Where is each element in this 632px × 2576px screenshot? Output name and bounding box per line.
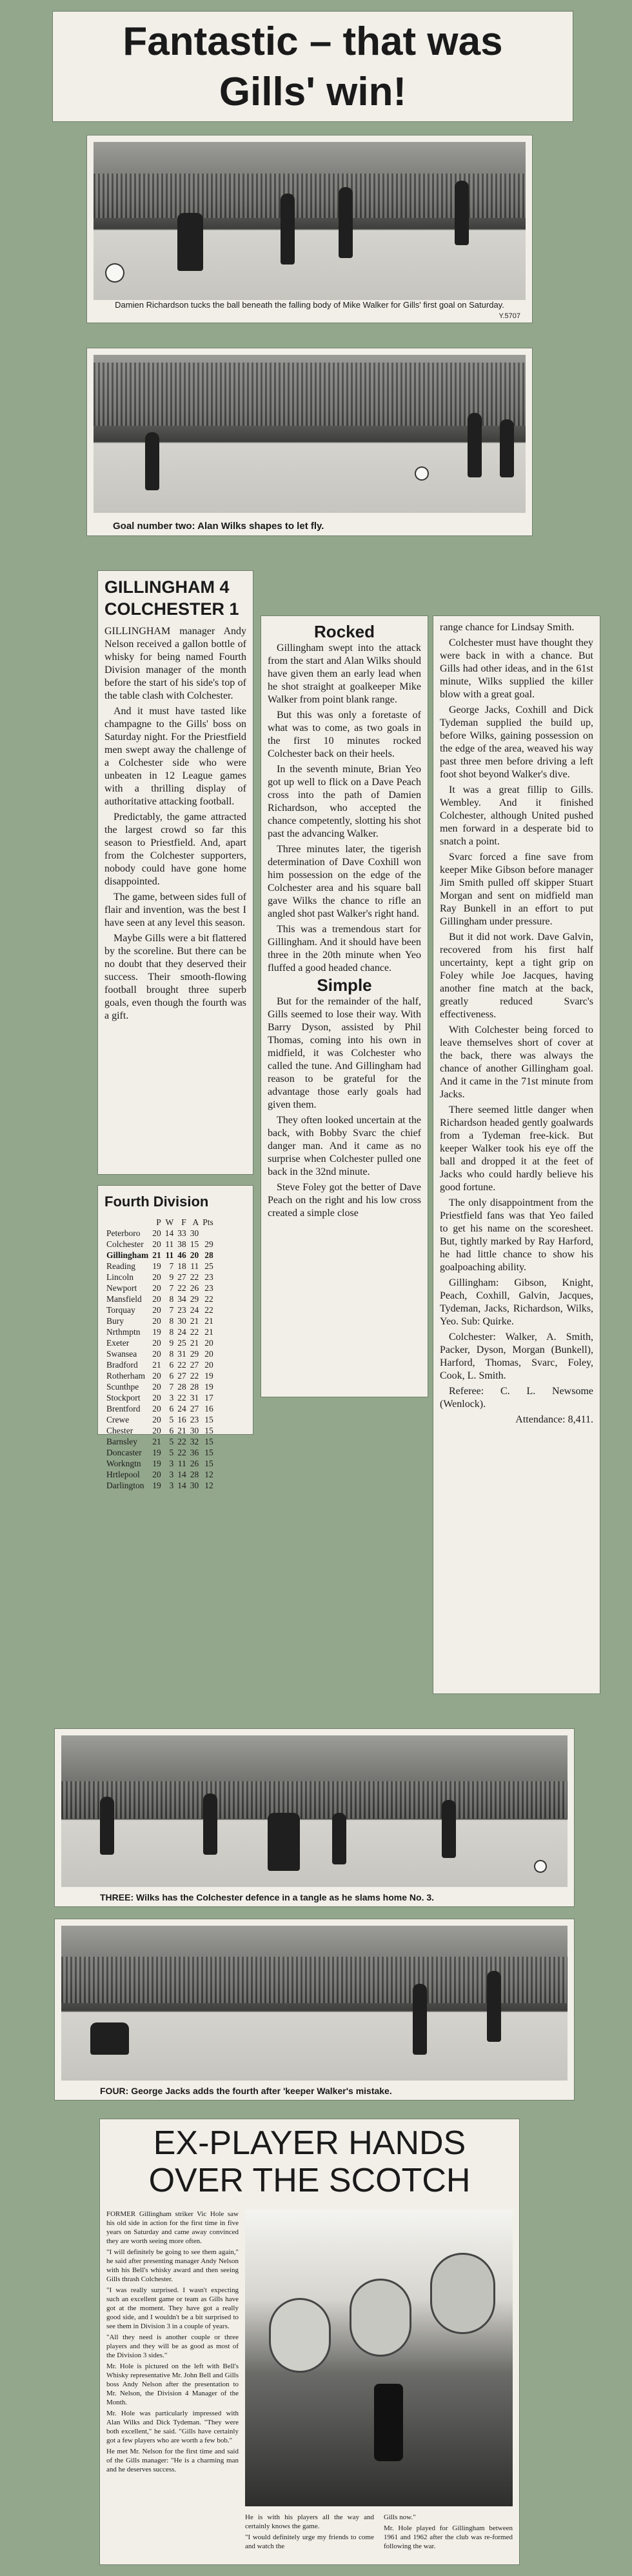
league-stat: 20 bbox=[152, 1393, 161, 1403]
league-stat: 38 bbox=[177, 1239, 186, 1249]
article-column-3 bbox=[433, 616, 600, 1693]
article-para: But for the remainder of the half, Gills seemed to lose their way. With Barry Dyson, assisted by Phil Thomas, coming into his own in midfield, it was Colchester who called the tune. And Gillingham had reason to be grateful for the advantage those early goals had given them. bbox=[268, 996, 421, 1110]
league-header-cell: P bbox=[156, 1217, 161, 1227]
league-stat: 7 bbox=[169, 1261, 174, 1271]
league-row bbox=[104, 1469, 215, 1480]
team-name: Crewe bbox=[106, 1415, 130, 1424]
photo-3-caption: THREE: Wilks has the Colchester defence in a tangle as he slams home No. 3. bbox=[100, 1892, 435, 1902]
league-stat: 5 bbox=[169, 1437, 174, 1446]
subheading-rocked: Rocked bbox=[314, 622, 375, 641]
ex-player-col1 bbox=[106, 2210, 239, 2476]
league-stat: 29 bbox=[204, 1239, 213, 1249]
league-row bbox=[104, 1458, 215, 1469]
league-stat: 28 bbox=[190, 1382, 199, 1392]
league-stat: 9 bbox=[169, 1338, 174, 1348]
league-stat: 21 bbox=[177, 1426, 186, 1435]
league-stat: 6 bbox=[169, 1426, 174, 1435]
ex-player-para: Mr. Hole played for Gillingham between 1961 and 1962 after the club was re-formed following the war. bbox=[384, 2524, 513, 2550]
team-name: Peterboro bbox=[106, 1228, 141, 1238]
league-row bbox=[104, 1283, 215, 1293]
league-stat: 15 bbox=[204, 1415, 213, 1424]
article-para: And it must have tasted like champagne to the Gills' boss on Saturday night. For the Priestfield men swept away the challenge of a Colchester side who were unbeaten in 12 League games with a thrilling display of authoritative attacking football. bbox=[104, 706, 246, 807]
league-stat: 6 bbox=[169, 1360, 174, 1370]
league-stat: 27 bbox=[177, 1272, 186, 1282]
team-name: Lincoln bbox=[106, 1272, 133, 1282]
league-stat: 20 bbox=[152, 1349, 161, 1359]
league-header-cell: F bbox=[181, 1217, 186, 1227]
article-column-2 bbox=[261, 616, 428, 1397]
league-stat: 24 bbox=[177, 1327, 186, 1337]
team-name: Chester bbox=[106, 1426, 133, 1435]
article-para: There seemed little danger when Richardson headed gently goalwards from a Tydeman free-kick. But keeper Walker took his eye off the ball and dropped it at the feet of Jacks who could hardly believe his good fortune. bbox=[440, 1104, 593, 1193]
team-name: Nrthmptn bbox=[106, 1327, 141, 1337]
league-stat: 20 bbox=[152, 1371, 161, 1381]
team-name: Exeter bbox=[106, 1338, 130, 1348]
team-name: Rotherham bbox=[106, 1371, 145, 1381]
league-row bbox=[104, 1414, 215, 1425]
league-row bbox=[104, 1392, 215, 1403]
team-name: Swansea bbox=[106, 1349, 137, 1359]
league-stat: 21 bbox=[204, 1327, 213, 1337]
league-stat: 22 bbox=[204, 1305, 213, 1315]
league-row bbox=[104, 1447, 215, 1458]
team-name: Brentford bbox=[106, 1404, 141, 1413]
league-stat: 28 bbox=[190, 1470, 199, 1479]
article-para: Three minutes later, the tigerish determination of Dave Coxhill won him possession on the edge of the Colchester area and his square ball gave Wilks the chance to rifle an angled shot past Walker's right hand. bbox=[268, 844, 421, 919]
league-stat: 31 bbox=[177, 1349, 186, 1359]
league-stat: 20 bbox=[152, 1426, 161, 1435]
league-stat: 5 bbox=[169, 1415, 174, 1424]
league-stat: 23 bbox=[177, 1305, 186, 1315]
league-stat: 25 bbox=[204, 1261, 213, 1271]
league-row bbox=[104, 1337, 215, 1348]
league-stat: 21 bbox=[152, 1250, 161, 1260]
ex-player-para: Gills now." bbox=[384, 2513, 416, 2521]
league-stat: 23 bbox=[204, 1283, 213, 1293]
league-stat: 20 bbox=[152, 1272, 161, 1282]
league-stat: 27 bbox=[190, 1404, 199, 1413]
league-header-cell: A bbox=[192, 1217, 199, 1227]
league-stat: 21 bbox=[152, 1360, 161, 1370]
league-row bbox=[104, 1261, 215, 1272]
article-para: They often looked uncertain at the back, with Bobby Svarc the chief danger man. And it came as no surprise when Colchester pulled one back in the 32nd minute. bbox=[268, 1115, 421, 1177]
league-stat: 15 bbox=[204, 1426, 213, 1435]
league-stat bbox=[201, 1228, 215, 1239]
team-line-colchester: Colchester: Walker, A. Smith, Packer, Dyson, Morgan (Bunkell), Harford, Thomas, Svarc, Foley, Cook, L. Smith. bbox=[440, 1332, 593, 1381]
league-stat: 30 bbox=[190, 1228, 199, 1238]
article-para: Maybe Gills were a bit flattered by the scoreline. But there can be no doubt that they deserved their success. Their smooth-flowing football brought three superb goals, even though the fourth was a gift. bbox=[104, 933, 246, 1021]
league-stat: 20 bbox=[152, 1470, 161, 1479]
team-name: Bradford bbox=[106, 1360, 138, 1370]
league-row bbox=[104, 1370, 215, 1381]
league-stat: 20 bbox=[152, 1316, 161, 1326]
league-stat: 26 bbox=[190, 1459, 199, 1468]
league-stat: 19 bbox=[152, 1261, 161, 1271]
league-stat: 31 bbox=[190, 1393, 199, 1403]
league-row bbox=[104, 1359, 215, 1370]
league-stat: 11 bbox=[165, 1250, 174, 1260]
photo-3-clipping bbox=[55, 1729, 574, 1906]
league-stat: 32 bbox=[190, 1437, 199, 1446]
league-stat: 5 bbox=[169, 1448, 174, 1457]
league-stat: 27 bbox=[177, 1371, 186, 1381]
league-row bbox=[104, 1436, 215, 1447]
league-stat: 21 bbox=[190, 1316, 199, 1326]
article-para: With Colchester being forced to leave themselves short of cover at the back, there was always the chance of another Gillingham goal. And it came in the 71st minute from Jacks. bbox=[440, 1024, 593, 1100]
league-stat: 20 bbox=[152, 1228, 161, 1238]
match-photo-3 bbox=[61, 1735, 568, 1887]
league-stat: 20 bbox=[152, 1305, 161, 1315]
team-name: Colchester bbox=[106, 1239, 144, 1249]
photo-4-caption: FOUR: George Jacks adds the fourth after 'keeper Walker's mistake. bbox=[100, 2086, 392, 2096]
league-stat: 6 bbox=[169, 1371, 174, 1381]
article-para: Steve Foley got the better of Dave Peach on the right and his low cross created a simple close bbox=[268, 1182, 421, 1219]
league-stat: 22 bbox=[190, 1327, 199, 1337]
league-stat: 30 bbox=[190, 1426, 199, 1435]
league-stat: 26 bbox=[190, 1283, 199, 1293]
league-stat: 22 bbox=[177, 1448, 186, 1457]
ex-player-clipping bbox=[100, 2119, 519, 2564]
league-stat: 19 bbox=[204, 1382, 213, 1392]
team-line-gillingham: Gillingham: Gibson, Knight, Peach, Coxhill, Galvin, Jacques, Tydeman, Jacks, Richardson, Wilks, Yeo. Sub: Quirke. bbox=[440, 1277, 593, 1327]
score-line-2: COLCHESTER 1 bbox=[104, 599, 239, 619]
ex-player-para: "I would definitely urge my friends to come and watch the bbox=[245, 2533, 374, 2550]
league-stat: 6 bbox=[169, 1404, 174, 1413]
article-para: Predictably, the game attracted the largest crowd so far this season to Priestfield. And, apart from the Colchester supporters, nobody could have gone home disappointed. bbox=[104, 812, 246, 887]
league-row bbox=[104, 1304, 215, 1315]
league-header-cell: W bbox=[165, 1217, 174, 1227]
team-name: Hrtlepool bbox=[106, 1470, 140, 1479]
article-para: But this was only a foretaste of what was to come, as two goals in the first 10 minutes rocked Colchester back on their heels. bbox=[268, 710, 421, 759]
article-col3-text bbox=[440, 621, 593, 1429]
ex-player-col3 bbox=[384, 2513, 513, 2553]
league-stat: 8 bbox=[169, 1316, 174, 1326]
league-row bbox=[104, 1293, 215, 1304]
article-para: range chance for Lindsay Smith. bbox=[440, 622, 575, 633]
league-stat: 19 bbox=[152, 1448, 161, 1457]
league-stat: 3 bbox=[169, 1459, 174, 1468]
league-table-clipping bbox=[98, 1186, 253, 1490]
photo-1-caption: Damien Richardson tucks the ball beneath the falling body of Mike Walker for Gills' first goal on Saturday. bbox=[115, 300, 504, 310]
referee-line: Referee: C. L. Newsome (Wenlock). bbox=[440, 1386, 593, 1410]
league-stat: 36 bbox=[190, 1448, 199, 1457]
team-name: Mansfield bbox=[106, 1294, 142, 1304]
ex-player-para: "I will definitely be going to see them again," he said after presenting manager Andy Nelson with his Bell's whisky award and then seeing Gills thrash Colchester. bbox=[106, 2248, 239, 2283]
league-stat: 19 bbox=[204, 1371, 213, 1381]
article-para: Gillingham swept into the attack from the start and Alan Wilks should have given them an early lead when he shot straight at goalkeeper Mike Walker from point blank range. bbox=[268, 643, 421, 705]
league-stat: 20 bbox=[152, 1415, 161, 1424]
article-para: The game, between sides full of flair and invention, was the best I have seen at any level this season. bbox=[104, 892, 246, 928]
league-stat: 11 bbox=[165, 1239, 174, 1249]
league-stat: 14 bbox=[164, 1228, 174, 1238]
league-stat: 21 bbox=[190, 1338, 199, 1348]
match-photo-4 bbox=[61, 1926, 568, 2081]
league-stat: 11 bbox=[177, 1459, 186, 1468]
league-stat: 20 bbox=[204, 1338, 213, 1348]
league-stat: 18 bbox=[177, 1261, 186, 1271]
league-stat: 34 bbox=[177, 1294, 186, 1304]
league-header-cell bbox=[104, 1217, 150, 1228]
league-table-title: Fourth Division bbox=[104, 1193, 209, 1210]
league-stat: 3 bbox=[169, 1470, 174, 1479]
league-row bbox=[104, 1272, 215, 1283]
league-stat: 3 bbox=[169, 1481, 174, 1490]
league-stat: 21 bbox=[204, 1316, 213, 1326]
team-name: Doncaster bbox=[106, 1448, 142, 1457]
league-stat: 20 bbox=[204, 1349, 213, 1359]
league-stat: 20 bbox=[152, 1404, 161, 1413]
league-stat: 22 bbox=[177, 1437, 186, 1446]
article-para: GILLINGHAM manager Andy Nelson received a gallon bottle of whisky for being named Fourth Division manager of the month before the start of his side's top of the table clash with Colchester. bbox=[104, 626, 246, 701]
league-stat: 27 bbox=[190, 1360, 199, 1370]
league-stat: 19 bbox=[152, 1459, 161, 1468]
league-row bbox=[104, 1228, 215, 1239]
ex-player-headline-1: EX-PLAYER HANDS bbox=[153, 2124, 466, 2162]
league-stat: 14 bbox=[177, 1470, 186, 1479]
league-stat: 15 bbox=[204, 1437, 213, 1446]
ex-player-para: "All they need is another couple or three players and they will be as good as most of the Division 3 sides." bbox=[106, 2333, 239, 2359]
league-stat: 16 bbox=[177, 1415, 186, 1424]
article-para: But it did not work. Dave Galvin, recovered from his first half uncertainty, kept a tight grip on Foley while Joe Jacques, having another fine match at the back, greatly reduced Svarc's effectiveness. bbox=[440, 932, 593, 1020]
article-para: It was a great fillip to Gills. Wembley. And it finished Colchester, although United pushed men forward in a desperate bid to snatch a point. bbox=[440, 784, 593, 847]
league-stat: 22 bbox=[177, 1360, 186, 1370]
ex-player-para: "I was really surprised. I wasn't expecting such an excellent game or team as Gills have got at the moment. They have got a really good side, and I wouldn't be a bit surprised to see them in Division 3 in a couple of years. bbox=[106, 2286, 239, 2330]
league-stat: 15 bbox=[190, 1239, 199, 1249]
league-stat: 20 bbox=[152, 1294, 161, 1304]
headline-clipping bbox=[53, 12, 573, 121]
league-stat: 29 bbox=[190, 1294, 199, 1304]
article-para: Svarc forced a fine save from keeper Mike Gibson before manager Jim Smith pulled off skipper Stuart Morgan and sent on midfield man Ray Bunkell in an effort to put Gillingham under pressure. bbox=[440, 852, 593, 927]
article-column-1 bbox=[98, 571, 253, 1174]
score-line-1: GILLINGHAM 4 bbox=[104, 577, 230, 597]
team-name: Workngtn bbox=[106, 1459, 141, 1468]
league-stat: 33 bbox=[177, 1228, 186, 1238]
league-stat: 30 bbox=[190, 1481, 199, 1490]
league-stat: 20 bbox=[204, 1360, 213, 1370]
league-stat: 19 bbox=[152, 1327, 161, 1337]
league-stat: 3 bbox=[169, 1393, 174, 1403]
ex-player-para: FORMER Gillingham striker Vic Hole saw his old side in action for the first time in five years on Saturday and came away convinced they are worth seeing more often. bbox=[106, 2210, 239, 2245]
match-photo-1 bbox=[94, 142, 526, 300]
article-col2-text bbox=[268, 621, 421, 1223]
league-stat: 30 bbox=[177, 1316, 186, 1326]
photo-1-ref: Y.5707 bbox=[499, 312, 520, 320]
photo-2-clipping bbox=[87, 348, 532, 535]
league-stat: 7 bbox=[169, 1305, 174, 1315]
team-name: Torquay bbox=[106, 1305, 135, 1315]
league-stat: 12 bbox=[204, 1470, 213, 1479]
league-stat: 19 bbox=[152, 1481, 161, 1490]
league-stat: 22 bbox=[190, 1272, 199, 1282]
headline-line-1: Fantastic – that was bbox=[123, 19, 503, 64]
ex-player-col2 bbox=[245, 2513, 374, 2553]
league-stat: 20 bbox=[152, 1239, 161, 1249]
team-name: Scunthpe bbox=[106, 1382, 139, 1392]
league-stat: 20 bbox=[152, 1338, 161, 1348]
photo-4-clipping bbox=[55, 1919, 574, 2100]
league-stat: 8 bbox=[169, 1349, 174, 1359]
league-stat: 20 bbox=[152, 1382, 161, 1392]
league-table bbox=[104, 1217, 215, 1491]
article-para: This was a tremendous start for Gillingham. And it should have been three in the 20th minute when Yeo fluffed a good headed chance. bbox=[268, 924, 421, 973]
team-name: Newport bbox=[106, 1283, 137, 1293]
league-stat: 22 bbox=[204, 1294, 213, 1304]
ex-player-para: Mr. Hole was particularly impressed with Alan Wilks and Dick Tydeman. "They were both excellent," he said. "Gills have certainly got a few players who are worth a few bob." bbox=[106, 2410, 239, 2444]
article-para: The only disappointment from the Priestfield fans was that Yeo failed to get his name on the scoresheet. But, tightly marked by Ray Harford, he had little chance to show his goalpoaching ability. bbox=[440, 1197, 593, 1273]
league-row bbox=[104, 1381, 215, 1392]
league-stat: 23 bbox=[204, 1272, 213, 1282]
league-row bbox=[104, 1239, 215, 1250]
league-row bbox=[104, 1403, 215, 1414]
article-col1-text bbox=[104, 625, 246, 1025]
league-stat: 24 bbox=[177, 1404, 186, 1413]
league-stat: 25 bbox=[177, 1338, 186, 1348]
league-stat: 11 bbox=[190, 1261, 199, 1271]
league-stat: 23 bbox=[190, 1415, 199, 1424]
team-name: Reading bbox=[106, 1261, 135, 1271]
league-stat: 20 bbox=[190, 1250, 199, 1260]
league-stat: 20 bbox=[152, 1283, 161, 1293]
team-name: Bury bbox=[106, 1316, 124, 1326]
league-stat: 7 bbox=[169, 1283, 174, 1293]
league-stat: 12 bbox=[204, 1481, 213, 1490]
league-stat: 15 bbox=[204, 1448, 213, 1457]
subheading-simple: Simple bbox=[317, 975, 372, 995]
attendance-line: Attendance: 8,411. bbox=[515, 1414, 593, 1425]
league-stat: 29 bbox=[190, 1349, 199, 1359]
league-stat: 22 bbox=[190, 1371, 199, 1381]
article-para: In the seventh minute, Brian Yeo got up well to flick on a Dave Peach cross into the path of Damien Richardson, who accepted the chance competently, slotting his shot past the advancing Walker. bbox=[268, 764, 421, 839]
league-row bbox=[104, 1315, 215, 1326]
league-stat: 14 bbox=[177, 1481, 186, 1490]
league-stat: 24 bbox=[190, 1305, 199, 1315]
presentation-photo bbox=[245, 2210, 513, 2506]
ex-player-para: He met Mr. Nelson for the first time and said of the Gills manager: "He is a charming man and he deserves success. bbox=[106, 2448, 239, 2473]
team-name: Gillingham bbox=[106, 1250, 149, 1260]
match-photo-2 bbox=[94, 355, 526, 513]
league-stat: 46 bbox=[177, 1250, 186, 1260]
team-name: Stockport bbox=[106, 1393, 141, 1403]
ex-player-para: He is with his players all the way and certainly knows the game. bbox=[245, 2513, 374, 2530]
league-stat: 8 bbox=[169, 1327, 174, 1337]
league-stat: 9 bbox=[169, 1272, 174, 1282]
league-header-cell: Pts bbox=[202, 1217, 213, 1227]
league-row bbox=[104, 1348, 215, 1359]
league-row bbox=[104, 1326, 215, 1337]
team-name: Darlington bbox=[106, 1481, 144, 1490]
league-stat: 28 bbox=[177, 1382, 186, 1392]
photo-1-clipping bbox=[87, 135, 532, 323]
league-stat: 21 bbox=[152, 1437, 161, 1446]
league-stat: 8 bbox=[169, 1294, 174, 1304]
league-stat: 22 bbox=[177, 1283, 186, 1293]
article-para: Colchester must have thought they were back in with a chance. But Gills had other ideas, and in the 61st minute, Wilks supplied the killer blow with a great goal. bbox=[440, 637, 593, 700]
league-stat: 16 bbox=[204, 1404, 213, 1413]
ex-player-headline-2: OVER THE SCOTCH bbox=[148, 2162, 471, 2199]
headline-line-2: Gills' win! bbox=[219, 70, 407, 114]
league-row bbox=[104, 1480, 215, 1491]
league-stat: 7 bbox=[169, 1382, 174, 1392]
league-stat: 17 bbox=[204, 1393, 213, 1403]
team-name: Barnsley bbox=[106, 1437, 137, 1446]
photo-2-caption: Goal number two: Alan Wilks shapes to let fly. bbox=[113, 521, 324, 532]
league-stat: 15 bbox=[204, 1459, 213, 1468]
article-para: George Jacks, Coxhill and Dick Tydeman supplied the build up, before Wilks, gaining possession on the edge of the area, weaved his way past three men before driving a left foot shot beyond Walker's dive. bbox=[440, 704, 593, 780]
league-row bbox=[104, 1250, 215, 1261]
league-stat: 22 bbox=[177, 1393, 186, 1403]
ex-player-para: Mr. Hole is pictured on the left with Bell's Whisky representative Mr. John Bell and Gills boss Andy Nelson after the presentation to Mr. Nelson, the Division 4 Manager of the Month. bbox=[106, 2362, 239, 2406]
league-stat: 28 bbox=[204, 1250, 213, 1260]
league-row bbox=[104, 1425, 215, 1436]
